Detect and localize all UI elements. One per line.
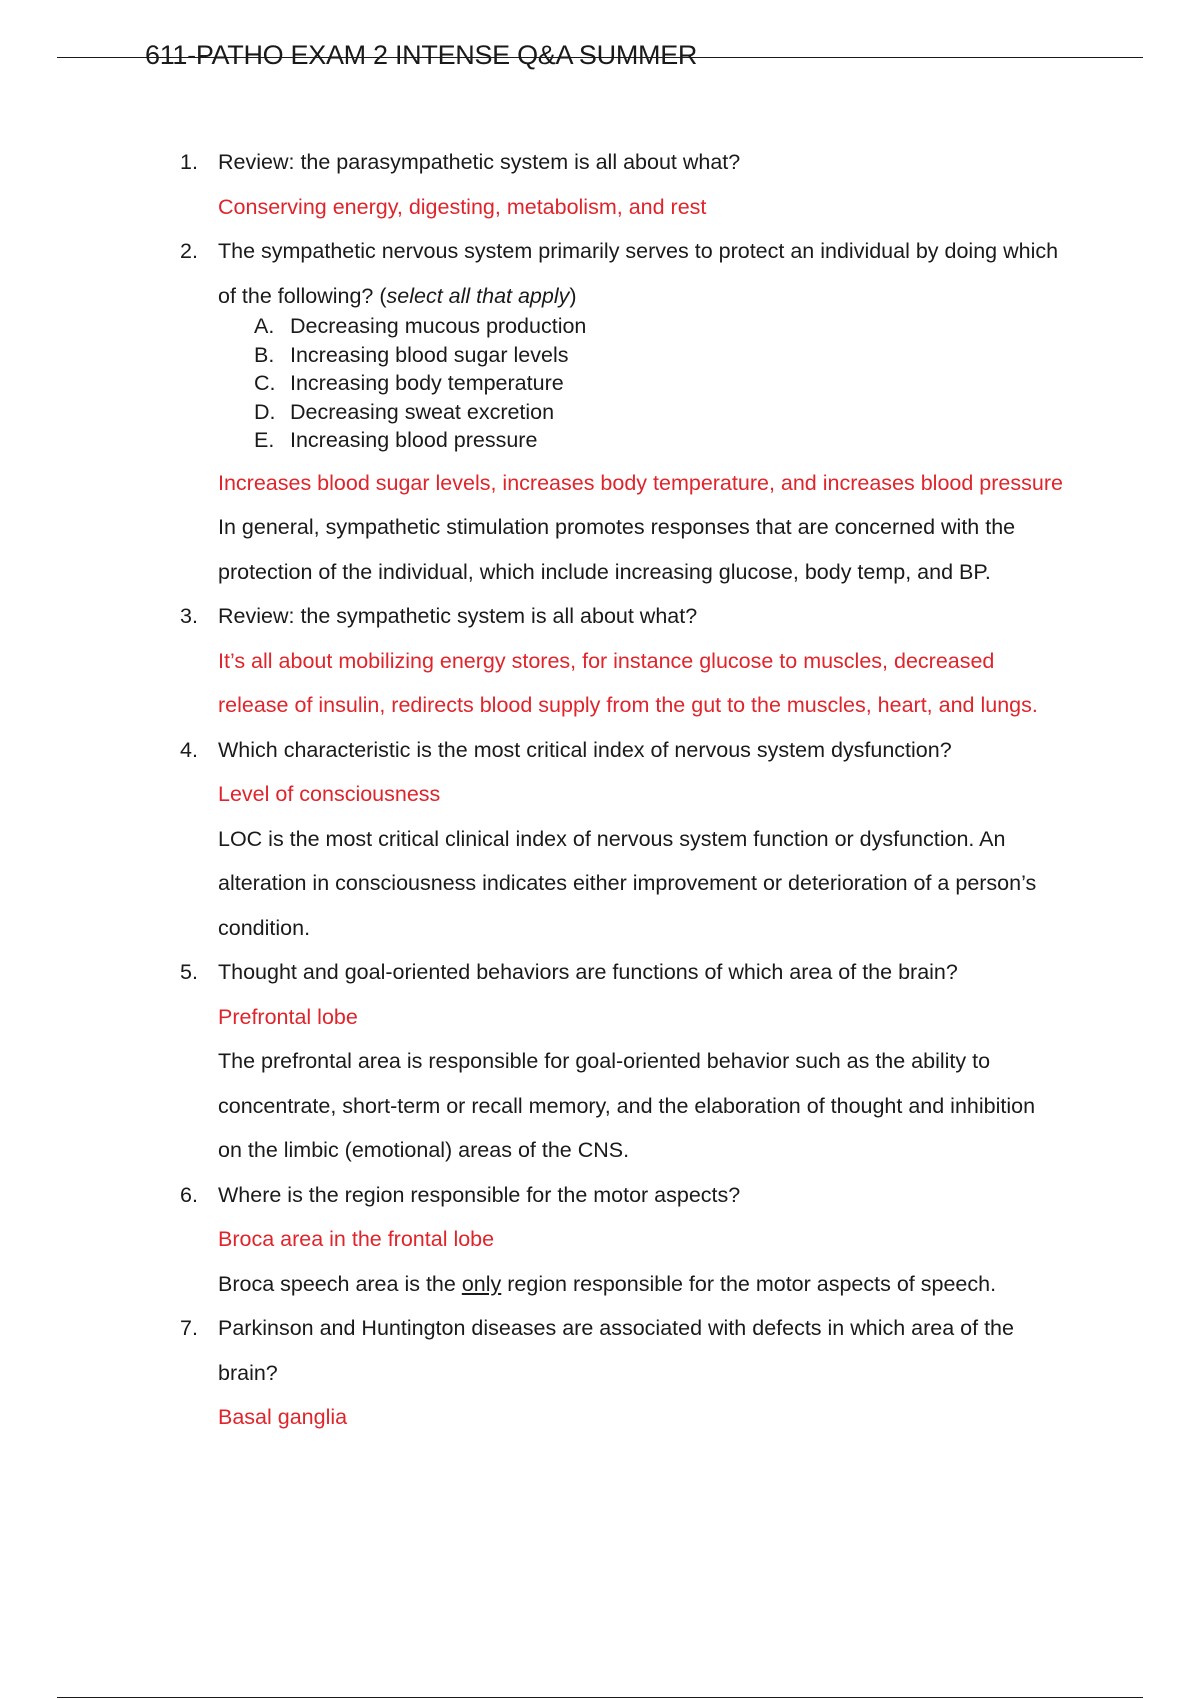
rationale-6	[180, 1262, 1100, 1307]
question-6	[180, 1173, 1100, 1218]
answer-5: Prefrontal lobe	[218, 1004, 358, 1029]
question-5	[180, 950, 1100, 995]
question-7	[180, 1306, 1100, 1351]
rationale-4-line-1: LOC is the most critical clinical index of nervous system function or dysfunction. An	[218, 826, 1006, 851]
option-letter: D.	[254, 399, 276, 424]
answer-3-line-1: It’s all about mobilizing energy stores, for instance glucose to muscles, decreased	[218, 648, 995, 673]
select-all-note: select all that apply	[386, 283, 570, 308]
options-list	[180, 312, 1100, 455]
option-text: Increasing blood pressure	[290, 428, 538, 452]
question-text: Review: the parasympathetic system is all about what?	[218, 150, 741, 174]
answer-2: Increases blood sugar levels, increases body temperature, and increases blood pressure	[218, 470, 1063, 495]
question-text: Parkinson and Huntington diseases are associated with defects in which area of the	[218, 1316, 1014, 1340]
question-7-continued: brain?	[218, 1360, 278, 1385]
question-number: 2.	[180, 239, 198, 263]
option-b	[254, 341, 1100, 370]
answer-3-line-2: release of insulin, redirects blood supply from the gut to the muscles, heart, and lungs.	[218, 693, 1038, 717]
footer-rule	[57, 1697, 1143, 1698]
question-number: 7.	[180, 1316, 198, 1340]
option-letter: C.	[254, 371, 276, 395]
option-e	[254, 426, 1100, 455]
question-4	[180, 728, 1100, 773]
option-text: Decreasing mucous production	[290, 314, 587, 338]
question-text: Thought and goal-oriented behaviors are functions of which area of the brain?	[218, 960, 958, 984]
question-text-part: of the following? (	[218, 283, 387, 308]
option-text: Increasing blood sugar levels	[290, 342, 569, 367]
underlined-word: only	[461, 1271, 502, 1296]
question-number: 4.	[180, 737, 198, 762]
rationale-5-line-2: concentrate, short-term or recall memory, and the elaboration of thought and inhibition	[218, 1093, 1036, 1118]
question-text-part: )	[569, 283, 577, 308]
rationale-text-part: region responsible for the motor aspects of speech.	[501, 1271, 997, 1296]
question-3	[180, 594, 1100, 639]
answer-1: Conserving energy, digesting, metabolism, and rest	[218, 194, 707, 219]
answer-4: Level of consciousness	[218, 782, 441, 806]
rationale-4-line-2: alteration in consciousness indicates either improvement or deterioration of a person’s	[218, 871, 1037, 895]
question-number: 5.	[180, 960, 198, 984]
rationale-4-line-3: condition.	[218, 915, 311, 940]
question-number: 3.	[180, 604, 198, 628]
rationale-text-part: Broca speech area is the	[218, 1271, 462, 1296]
rationale-2-line-2: protection of the individual, which include increasing glucose, body temp, and BP.	[218, 559, 991, 584]
option-d	[254, 398, 1100, 427]
question-list	[180, 140, 1100, 1440]
option-letter: B.	[254, 342, 275, 367]
option-letter: E.	[254, 428, 275, 452]
option-text: Increasing body temperature	[290, 371, 564, 395]
question-number: 1.	[180, 150, 198, 174]
option-letter: A.	[254, 314, 275, 338]
question-text: Which characteristic is the most critical index of nervous system dysfunction?	[218, 737, 952, 762]
answer-6: Broca area in the frontal lobe	[218, 1227, 495, 1251]
option-c	[254, 369, 1100, 398]
rationale-5-line-1: The prefrontal area is responsible for goal-oriented behavior such as the ability to	[218, 1049, 991, 1073]
question-text: Review: the sympathetic system is all about what?	[218, 604, 698, 628]
rationale-2-line-1: In general, sympathetic stimulation promotes responses that are concerned with the	[218, 515, 1016, 539]
rationale-5-line-3: on the limbic (emotional) areas of the CNS.	[218, 1138, 630, 1162]
question-1	[180, 140, 1100, 185]
option-a	[254, 312, 1100, 341]
option-text: Decreasing sweat excretion	[290, 399, 555, 424]
question-text: The sympathetic nervous system primarily serves to protect an individual by doing which	[218, 239, 1059, 263]
question-number: 6.	[180, 1182, 198, 1207]
answer-7: Basal ganglia	[218, 1405, 348, 1429]
question-text: Where is the region responsible for the motor aspects?	[218, 1182, 741, 1207]
question-2	[180, 229, 1100, 274]
page-title: 611-PATHO EXAM 2 INTENSE Q&A SUMMER	[145, 40, 698, 70]
